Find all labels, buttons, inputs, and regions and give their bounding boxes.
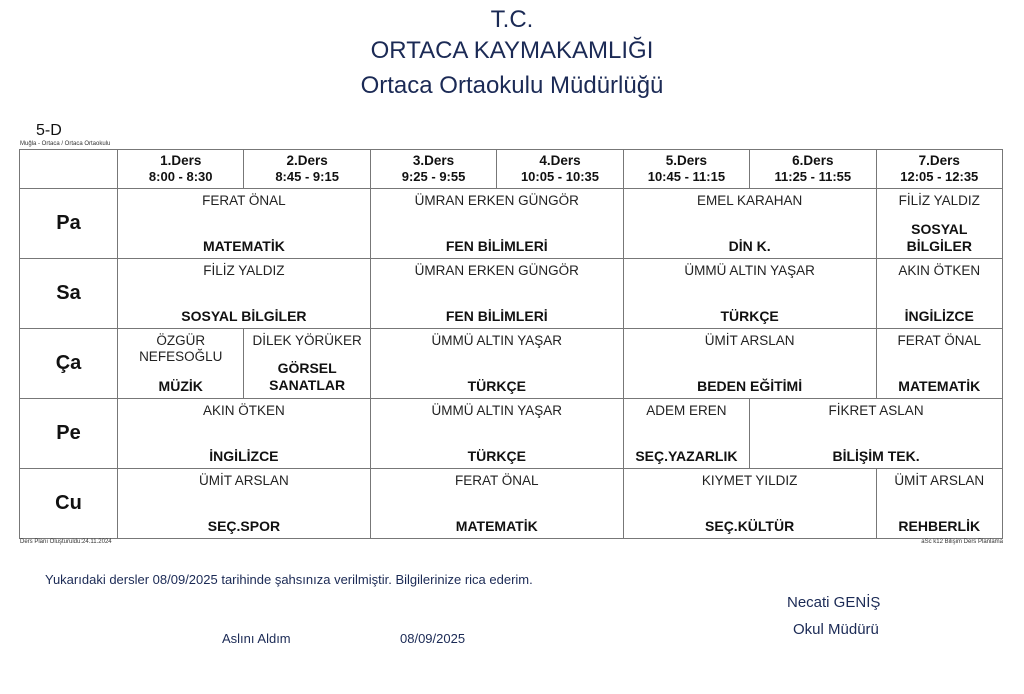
teacher-name: FERAT ÖNAL: [202, 193, 286, 208]
lesson-cell: [370, 469, 623, 539]
timetable: [19, 149, 1003, 539]
day-row: [20, 259, 1003, 329]
created-note: Ders Planı Oluşturuldu:24.11.2024: [20, 539, 112, 545]
subject-name: MATEMATİK: [455, 518, 538, 534]
period-time: 12:05 - 12:35: [900, 169, 979, 184]
period-header: [244, 150, 370, 189]
teacher-name: ÜMMÜ ALTIN YAŞAR: [431, 403, 563, 418]
day-label: Ça: [20, 329, 118, 399]
period-header: [370, 150, 496, 189]
teacher-name: ÜMRAN ERKEN GÜNGÖR: [414, 263, 579, 278]
teacher-name: ÜMİT ARSLAN: [894, 473, 985, 488]
period-time: 8:45 - 9:15: [275, 169, 339, 184]
received-label: Aslını Aldım: [222, 631, 291, 646]
lesson-cell: [876, 259, 1002, 329]
lesson-cell: [623, 259, 876, 329]
teacher-name: DİLEK YÖRÜKER: [252, 333, 362, 348]
day-row: [20, 469, 1003, 539]
subject-name: SEÇ.KÜLTÜR: [705, 518, 795, 534]
period-header: [118, 150, 244, 189]
subject-name: FEN BİLİMLERİ: [445, 308, 548, 324]
subject-name: TÜRKÇE: [720, 308, 779, 324]
period-header: [750, 150, 876, 189]
lesson-cell: [370, 399, 623, 469]
day-row: [20, 399, 1003, 469]
day-label: Pa: [20, 189, 118, 259]
period-time: 8:00 - 8:30: [148, 169, 213, 184]
teacher-name: KIYMET YILDIZ: [701, 473, 798, 488]
period-time: 10:05 - 10:35: [520, 169, 599, 184]
teacher-name: ADEM EREN: [646, 403, 727, 418]
lesson-cell: [118, 259, 371, 329]
period-name: 5.Ders: [665, 153, 708, 168]
subject-name: SOSYAL BİLGİLER: [181, 308, 307, 324]
lesson-cell: [370, 259, 623, 329]
lesson-cell: [876, 469, 1002, 539]
teacher-name: ÖZGÜR NEFESOĞLU: [139, 333, 223, 364]
subject-name: DİN K.: [728, 238, 771, 254]
teacher-name: ÜMİT ARSLAN: [199, 473, 289, 488]
school-path: Muğla - Ortaca / Ortaca Ortaokulu: [20, 141, 111, 147]
notice-text: Yukarıdaki dersler 08/09/2025 tarihinde şahsınıza verilmiştir. Bilgilerinize rica ederim.: [45, 572, 533, 587]
teacher-name: ÜMRAN ERKEN GÜNGÖR: [414, 193, 579, 208]
document-header: [0, 6, 1024, 100]
subject-name: FEN BİLİMLERİ: [445, 238, 548, 254]
subject-name: MATEMATİK: [202, 238, 285, 254]
period-time: 11:25 - 11:55: [774, 169, 852, 184]
teacher-name: ÜMMÜ ALTIN YAŞAR: [684, 263, 815, 278]
lesson-cell: [623, 469, 876, 539]
lesson-cell: [750, 399, 1003, 469]
teacher-name: AKIN ÖTKEN: [898, 263, 981, 278]
teacher-name: AKIN ÖTKEN: [203, 403, 285, 418]
subject-name: TÜRKÇE: [467, 448, 526, 464]
lesson-cell: [876, 189, 1002, 259]
period-name: 2.Ders: [286, 153, 328, 168]
signer-title: Okul Müdürü: [793, 621, 879, 638]
corner-cell: [20, 150, 118, 189]
subject-name: SEÇ.SPOR: [207, 518, 281, 534]
subject-name: SOSYAL BİLGİLER: [906, 221, 972, 254]
period-name: 6.Ders: [792, 153, 834, 168]
subject-name: TÜRKÇE: [467, 378, 526, 394]
period-name: 1.Ders: [160, 153, 202, 168]
lesson-cell: [876, 329, 1002, 399]
period-name: 7.Ders: [918, 153, 960, 168]
period-header: [497, 150, 623, 189]
header-line-3: Ortaca Ortaokulu Müdürlüğü: [360, 71, 664, 99]
lesson-cell: [118, 399, 371, 469]
period-header-row: [20, 150, 1003, 189]
subject-name: İNGİLİZCE: [904, 308, 974, 324]
teacher-name: FİKRET ASLAN: [828, 403, 924, 418]
lesson-cell: [370, 329, 623, 399]
day-row: [20, 189, 1003, 259]
lesson-cell: [623, 189, 876, 259]
period-header: [876, 150, 1002, 189]
subject-name: GÖRSEL SANATLAR: [269, 360, 346, 393]
class-name: 5-D: [36, 122, 62, 139]
teacher-name: ÜMMÜ ALTIN YAŞAR: [431, 333, 563, 348]
day-label: Cu: [20, 469, 118, 539]
period-name: 4.Ders: [539, 153, 581, 168]
header-line-2: ORTACA KAYMAKAMLIĞI: [370, 36, 654, 64]
teacher-name: FİLİZ YALDIZ: [203, 263, 285, 278]
teacher-name: FERAT ÖNAL: [897, 333, 982, 348]
subject-name: İNGİLİZCE: [209, 448, 279, 464]
period-name: 3.Ders: [412, 153, 455, 168]
day-label: Pe: [20, 399, 118, 469]
header-line-1: T.C.: [490, 6, 534, 33]
lesson-cell: [244, 329, 370, 399]
lesson-cell: [623, 329, 876, 399]
lesson-cell: [118, 189, 371, 259]
subject-name: MATEMATİK: [898, 378, 981, 394]
lesson-cell: [623, 399, 749, 469]
teacher-name: FERAT ÖNAL: [455, 473, 539, 488]
teacher-name: EMEL KARAHAN: [696, 193, 803, 208]
software-note: aSc k12 Bilişim Ders Planlama: [921, 539, 1003, 545]
lesson-cell: [118, 329, 244, 399]
teacher-name: ÜMİT ARSLAN: [704, 333, 795, 348]
teacher-name: FİLİZ YALDIZ: [898, 193, 980, 208]
lesson-cell: [370, 189, 623, 259]
subject-name: MÜZİK: [158, 378, 203, 394]
subject-name: BEDEN EĞİTİMİ: [697, 378, 803, 394]
day-row: [20, 329, 1003, 399]
subject-name: BİLİŞİM TEK.: [832, 448, 920, 464]
subject-name: SEÇ.YAZARLIK: [635, 448, 738, 464]
lesson-cell: [118, 469, 371, 539]
subject-name: REHBERLİK: [898, 518, 981, 534]
signer-name: Necati GENİŞ: [787, 594, 881, 611]
day-label: Sa: [20, 259, 118, 329]
period-header: [623, 150, 749, 189]
period-time: 9:25 - 9:55: [401, 169, 466, 184]
received-date: 08/09/2025: [400, 631, 466, 646]
period-time: 10:45 - 11:15: [647, 169, 726, 184]
